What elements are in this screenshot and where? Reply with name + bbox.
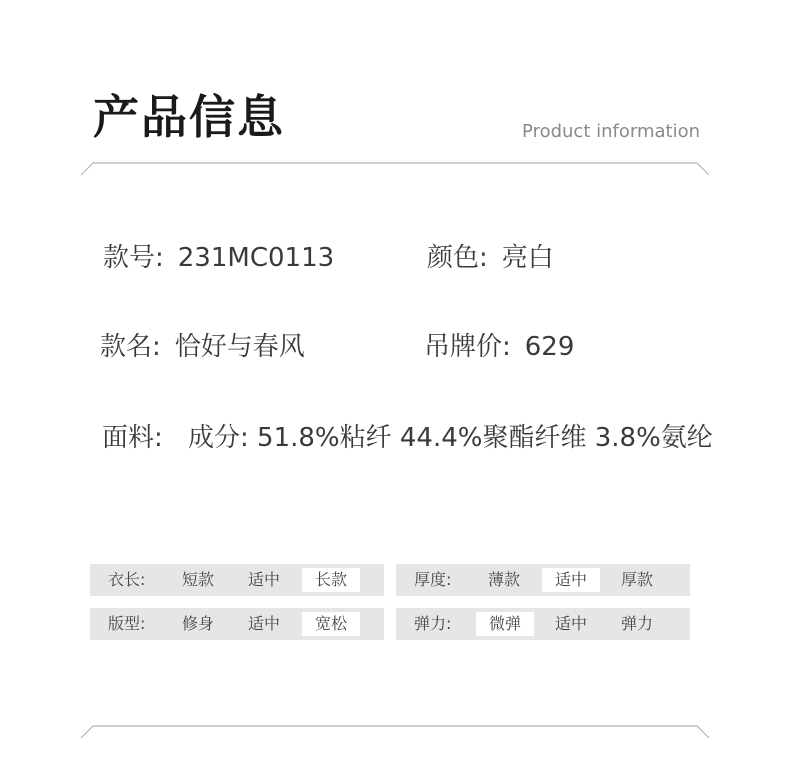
thickness-option-thin: 薄款 — [487, 570, 520, 589]
length-option-long-selected: 长款 — [302, 568, 360, 592]
elasticity-option-stretch: 弹力 — [620, 614, 653, 633]
color-row — [427, 238, 554, 278]
elasticity-attribute — [396, 608, 690, 640]
length-label: 衣长: — [108, 570, 146, 589]
style-name-label: 款名: — [100, 332, 161, 362]
material-label: 面料: — [102, 423, 163, 453]
fit-attribute — [90, 608, 384, 640]
top-divider — [80, 162, 710, 178]
style-number-row — [103, 238, 334, 278]
page-title: 产品信息 — [93, 90, 285, 144]
length-option-short: 短款 — [181, 570, 214, 589]
fit-label: 版型: — [108, 614, 146, 633]
style-name-row — [100, 327, 305, 367]
elasticity-option-medium: 适中 — [554, 614, 587, 633]
style-number-label: 款号: — [103, 243, 164, 273]
color-value: 亮白 — [501, 243, 554, 273]
color-label: 颜色: — [427, 243, 488, 273]
length-attribute — [90, 564, 384, 596]
length-option-medium: 适中 — [247, 570, 280, 589]
elasticity-label: 弹力: — [414, 614, 452, 633]
tag-price-label: 吊牌价: — [424, 332, 511, 362]
tag-price-row — [424, 327, 574, 367]
thickness-label: 厚度: — [414, 570, 452, 589]
fit-option-regular: 适中 — [247, 614, 280, 633]
page-subtitle: Product information — [522, 121, 700, 142]
thickness-attribute — [396, 564, 690, 596]
thickness-option-medium-selected: 适中 — [542, 568, 600, 592]
fit-option-slim: 修身 — [181, 614, 214, 633]
bottom-divider — [80, 725, 710, 741]
tag-price-value: 629 — [524, 332, 575, 362]
elasticity-option-slight-selected: 微弹 — [476, 612, 534, 636]
style-number-value: 231MC0113 — [177, 243, 335, 273]
thickness-option-thick: 厚款 — [620, 570, 653, 589]
material-value: 成分: 51.8%粘纤 44.4%聚酯纤维 3.8%氨纶 — [188, 423, 713, 453]
fit-option-loose-selected: 宽松 — [302, 612, 360, 636]
style-name-value: 恰好与春风 — [174, 332, 305, 362]
